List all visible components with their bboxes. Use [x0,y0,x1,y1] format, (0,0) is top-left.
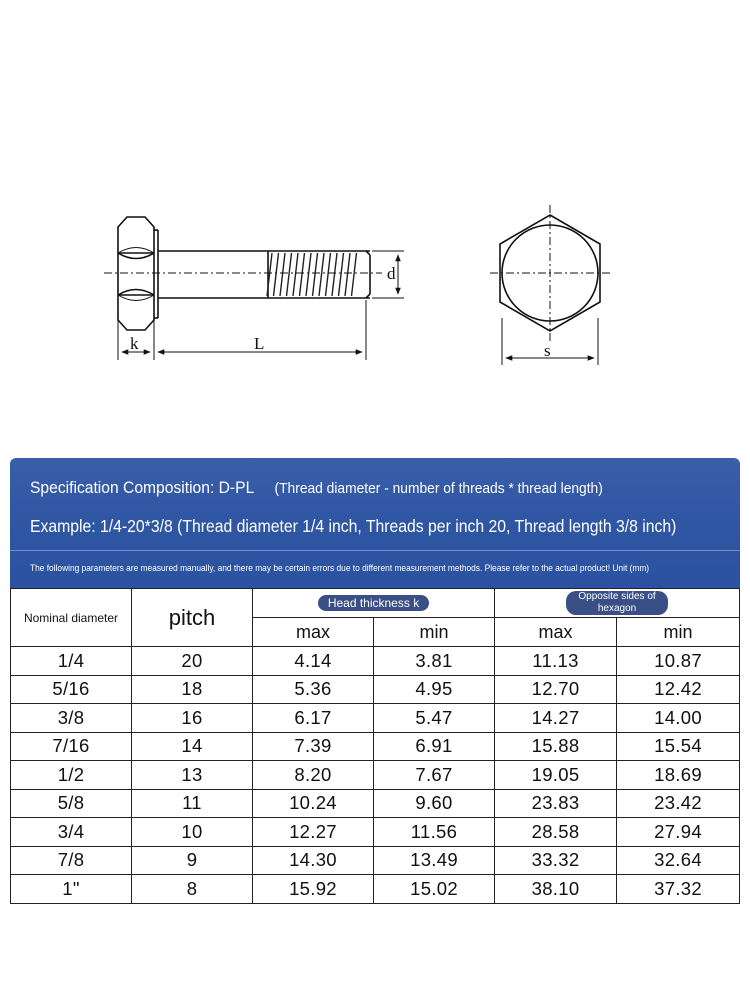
head-max-cell: 7.39 [253,732,374,761]
s-label: s [544,341,551,360]
table-row [11,732,740,761]
header-head-thickness [253,589,495,618]
table-row [11,704,740,733]
table-row [11,675,740,704]
L-label: L [254,334,265,353]
pitch-cell: 8 [132,875,253,904]
hex-min-cell: 15.54 [617,732,740,761]
hex-max-cell: 28.58 [495,818,617,847]
hex-max-cell: 19.05 [495,761,617,790]
nominal-diameter-cell: 3/4 [11,818,132,847]
hex-min-cell: 32.64 [617,846,740,875]
head-max-cell: 14.30 [253,846,374,875]
thread-pattern [267,253,357,296]
hex-max-cell: 14.27 [495,704,617,733]
header-opposite-sides [495,589,740,618]
pitch-cell: 13 [132,761,253,790]
hex-max-cell: 33.32 [495,846,617,875]
spec-title: Specification Composition: D-PL [30,478,255,497]
head-min-cell: 7.67 [374,761,495,790]
spec-explanation: (Thread diameter - number of threads * thread length) [274,480,603,497]
head-max-cell: 15.92 [253,875,374,904]
hex-min-cell: 18.69 [617,761,740,790]
table-row [11,818,740,847]
header-hex-min: min [617,618,740,647]
head-min-cell: 6.91 [374,732,495,761]
head-min-cell: 5.47 [374,704,495,733]
opposite-sides-pill [566,591,667,615]
header-nominal-diameter: Nominal diameter [11,589,132,647]
header-head-min: min [374,618,495,647]
opposite-sides-line2: hexagon [597,602,637,614]
table-row [11,846,740,875]
hex-min-cell: 23.42 [617,789,740,818]
hex-max-cell: 23.83 [495,789,617,818]
head-max-cell: 12.27 [253,818,374,847]
hex-max-cell: 15.88 [495,732,617,761]
spec-example: Example: 1/4-20*3/8 (Thread diameter 1/4 inch, Threads per inch 20, Thread length 3/8 inch) [30,516,677,536]
table-row [11,789,740,818]
d-label: d [387,264,396,283]
head-max-cell: 10.24 [253,789,374,818]
header-pitch: pitch [132,589,253,647]
pitch-cell: 16 [132,704,253,733]
hex-max-cell: 11.13 [495,647,617,676]
header-hex-max: max [495,618,617,647]
head-min-cell: 11.56 [374,818,495,847]
head-max-cell: 4.14 [253,647,374,676]
nominal-diameter-cell: 7/16 [11,732,132,761]
table-row [11,647,740,676]
spec-composition-line [30,478,603,498]
table-row [11,761,740,790]
pitch-cell: 14 [132,732,253,761]
hex-min-cell: 27.94 [617,818,740,847]
pitch-cell: 10 [132,818,253,847]
hex-min-cell: 10.87 [617,647,740,676]
hex-max-cell: 38.10 [495,875,617,904]
header-head-max: max [253,618,374,647]
pitch-cell: 11 [132,789,253,818]
opposite-sides-line1: Opposite sides of [578,590,656,602]
head-max-cell: 6.17 [253,704,374,733]
nominal-diameter-cell: 1/2 [11,761,132,790]
bolt-technical-drawing [0,0,750,440]
spec-table [10,588,740,904]
pitch-cell: 9 [132,846,253,875]
head-max-cell: 8.20 [253,761,374,790]
pitch-cell: 20 [132,647,253,676]
head-min-cell: 3.81 [374,647,495,676]
nominal-diameter-cell: 5/16 [11,675,132,704]
specification-banner [10,458,740,588]
head-thickness-pill: Head thickness k [318,595,429,611]
measurement-note: The following parameters are measured manually, and there may be certain errors due to different measurement methods. Please refer to the actual product! Unit (mm) [30,563,650,574]
head-min-cell: 9.60 [374,789,495,818]
head-max-cell: 5.36 [253,675,374,704]
hex-max-cell: 12.70 [495,675,617,704]
nominal-diameter-cell: 1" [11,875,132,904]
hex-min-cell: 12.42 [617,675,740,704]
hex-min-cell: 37.32 [617,875,740,904]
head-min-cell: 4.95 [374,675,495,704]
k-label: k [130,334,139,353]
nominal-diameter-cell: 5/8 [11,789,132,818]
nominal-diameter-cell: 3/8 [11,704,132,733]
head-min-cell: 13.49 [374,846,495,875]
banner-divider [10,550,740,551]
nominal-diameter-cell: 7/8 [11,846,132,875]
nominal-diameter-cell: 1/4 [11,647,132,676]
table-row [11,875,740,904]
hex-min-cell: 14.00 [617,704,740,733]
head-min-cell: 15.02 [374,875,495,904]
pitch-cell: 18 [132,675,253,704]
